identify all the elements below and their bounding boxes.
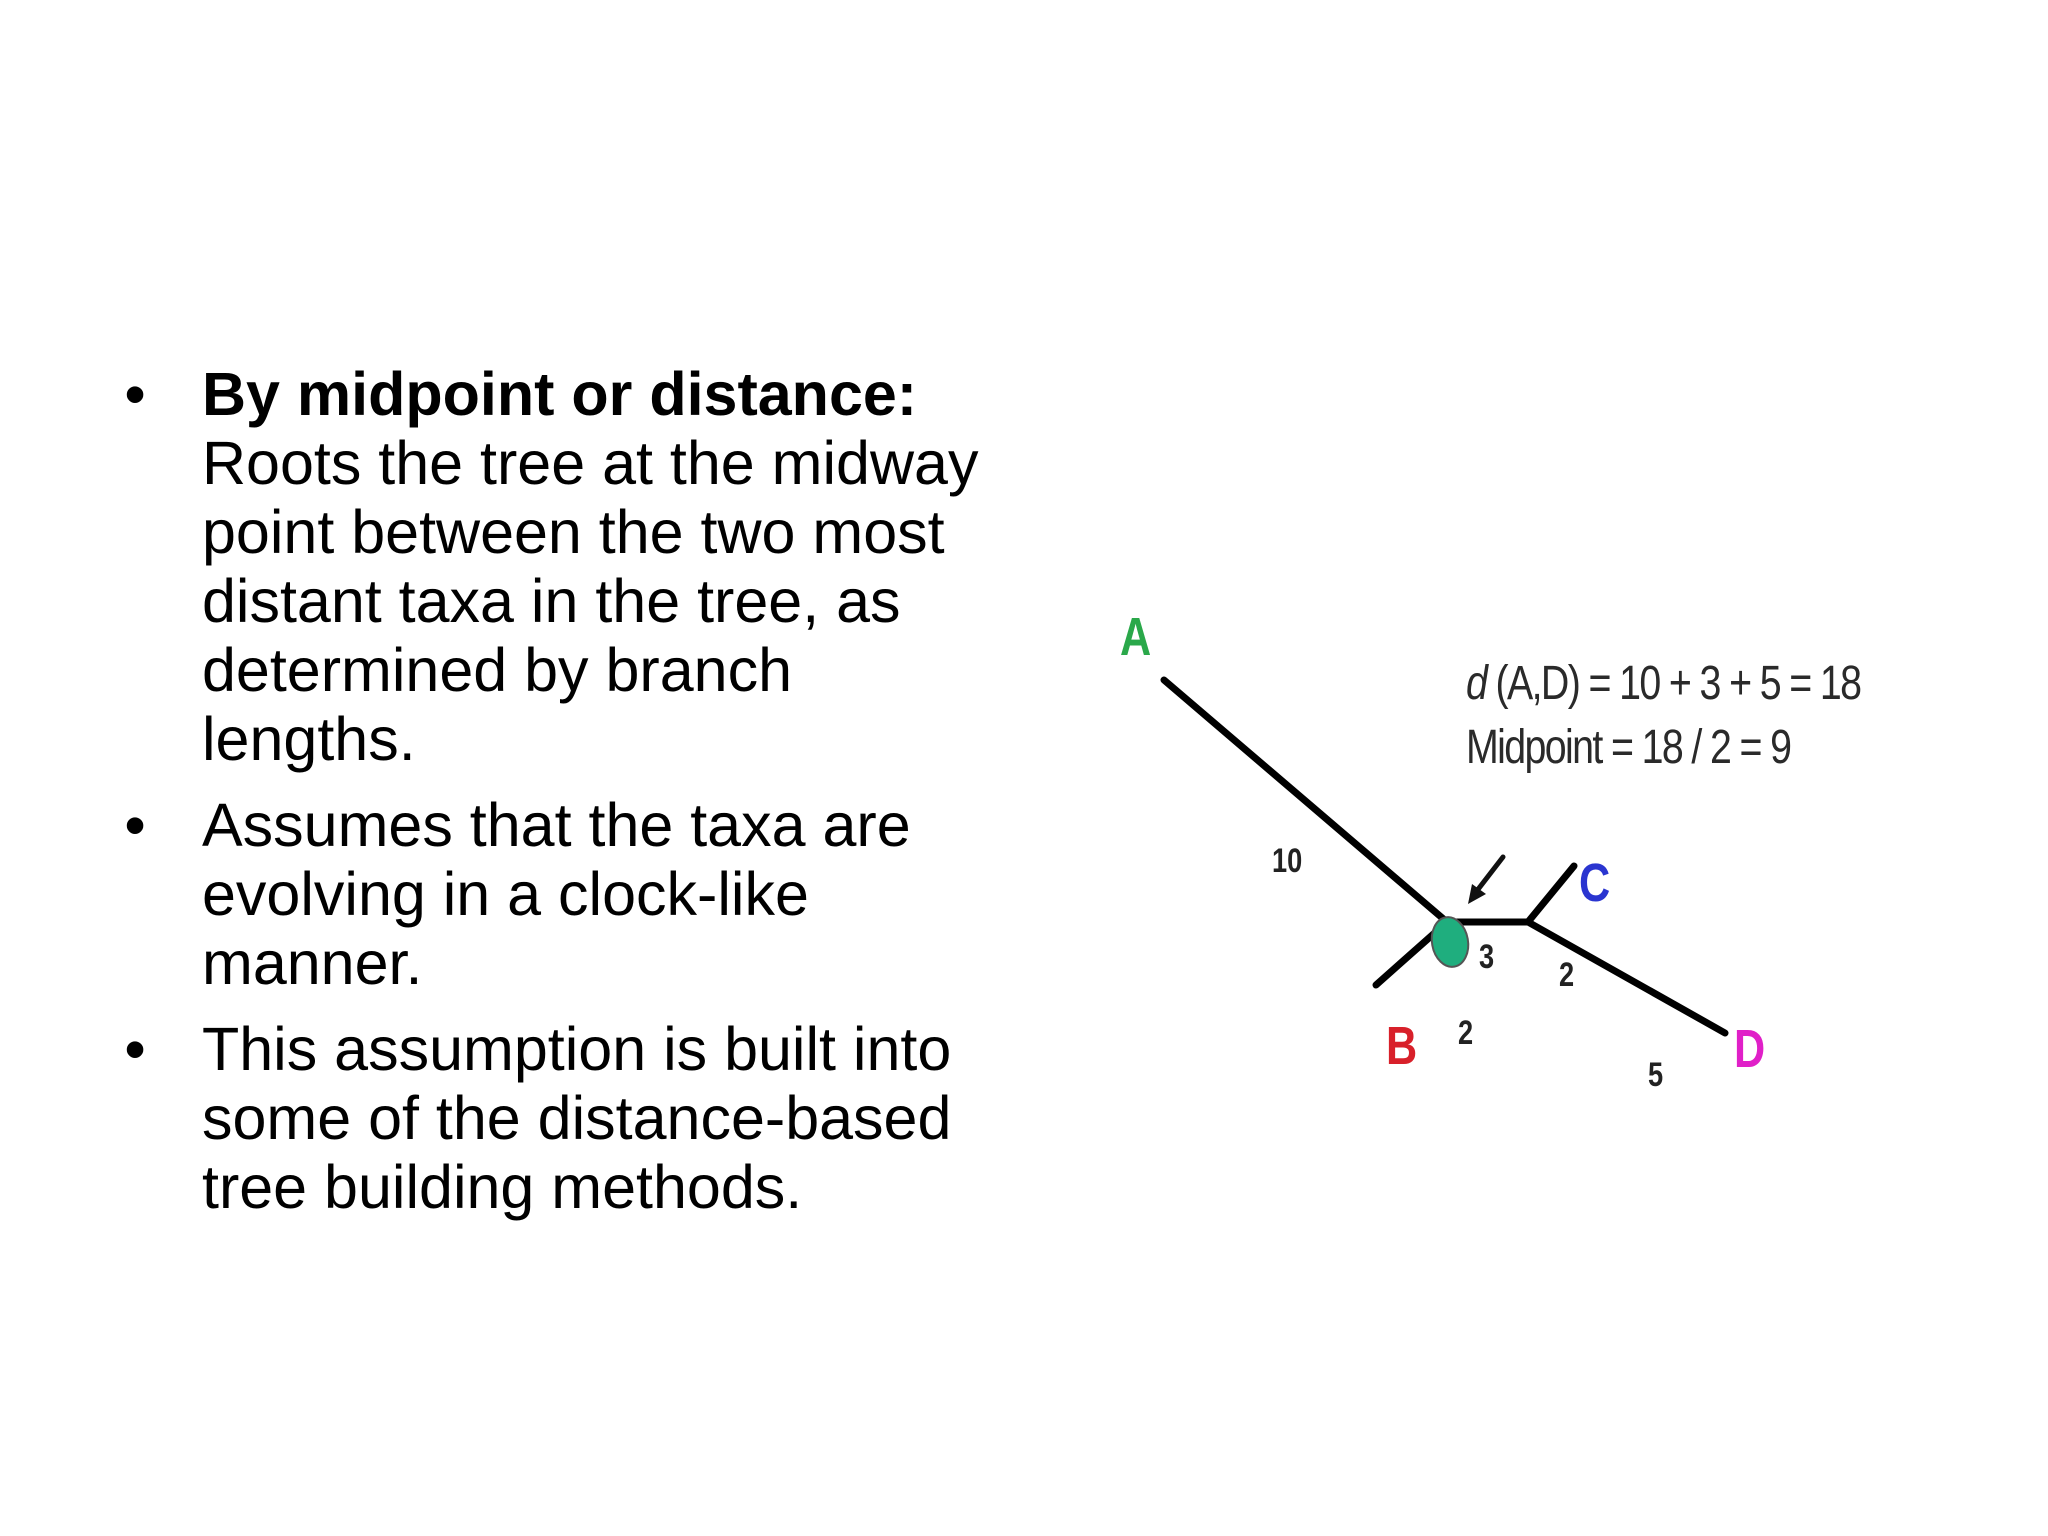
bullet-heading: By midpoint or distance: xyxy=(202,360,918,428)
distance-expression: (A,D) = 10 + 3 + 5 = 18 xyxy=(1486,657,1861,710)
branch-length-b: 2 xyxy=(1458,1014,1474,1052)
taxon-a: A xyxy=(1120,607,1152,667)
arrow-icon xyxy=(1468,857,1503,904)
branch-length-a: 10 xyxy=(1272,842,1303,880)
branch-a xyxy=(1164,680,1447,922)
taxon-c: C xyxy=(1579,853,1611,913)
bullet-item-clock-like xyxy=(120,791,1010,998)
midpoint-formula: Midpoint = 18 / 2 = 9 xyxy=(1466,721,1791,774)
bullet-text: This assumption is built into some of the distance-based tree building methods. xyxy=(202,1015,952,1221)
midpoint-rooting-diagram xyxy=(1120,600,1900,1160)
bullet-marker: • xyxy=(124,791,146,859)
bullet-marker: • xyxy=(124,360,146,428)
bullet-text: Assumes that the taxa are evolving in a clock-like manner. xyxy=(202,791,911,997)
distance-formula xyxy=(1466,656,1860,711)
taxon-d: D xyxy=(1734,1019,1766,1079)
bullet-list xyxy=(120,360,1010,1239)
branch-d xyxy=(1528,922,1725,1033)
bullet-marker: • xyxy=(124,1015,146,1083)
bullet-text: Roots the tree at the midway point between the two most distant taxa in the tree, as determined by branch lengths. xyxy=(202,429,979,773)
branch-length-d: 5 xyxy=(1648,1056,1664,1094)
distance-variable: d xyxy=(1466,657,1487,710)
bullet-item-midpoint xyxy=(120,360,1010,774)
taxon-b: B xyxy=(1386,1016,1418,1076)
bullet-item-assumption xyxy=(120,1015,1010,1222)
branch-length-internal: 3 xyxy=(1479,938,1495,976)
branch-length-c: 2 xyxy=(1559,956,1575,994)
branch-c xyxy=(1528,866,1574,922)
